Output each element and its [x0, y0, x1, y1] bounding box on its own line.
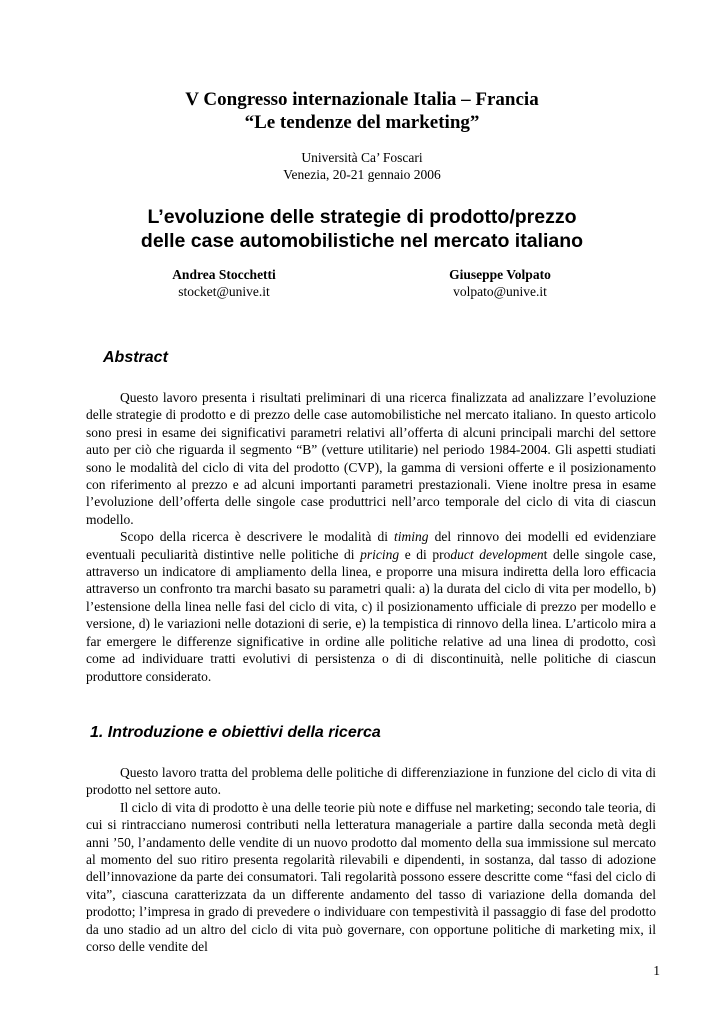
paper-title-line1: L’evoluzione delle strategie di prodotto/prezzo	[147, 206, 577, 228]
abstract-paragraph: Scopo della ricerca è descrivere le modalità di timing del rinnovo dei modelli ed evidenziare eventuali peculiarità distintive nelle politiche di pricing e di product development delle singole case, attraverso un indicatore di ampliamento della linea, e proporre una misura indiretta della loro efficacia attraverso un confronto tra marchi basato su parametri quali: a) la durata del ciclo di vita per modello, b) l’estensione della linea nelle fasi del ciclo di vita, c) il posizionamento ufficiale di prezzo per modello e versione, d) le variazioni nelle dotazioni di serie, e) la tempistica di rinnovo della linea. L’articolo mira a far emergere le differenze significative in ordine alle politiche relative ad una linea di prodotto, così come ad individuare tratti evolutivi di persistenza o di di discontinuità, nelle politiche di ciascun produttore considerato.	[86, 529, 656, 684]
paper-title-line2: delle case automobilistiche nel mercato italiano	[140, 230, 584, 252]
author-name: Giuseppe Volpato	[449, 267, 551, 282]
author-email: stocket@unive.it	[178, 284, 270, 299]
abstract-body	[86, 389, 656, 685]
abstract-heading: Abstract	[103, 349, 168, 366]
section-paragraph: Questo lavoro tratta del problema delle politiche di differenziazione in funzione del ciclo di vita di prodotto nel settore auto.	[86, 765, 656, 798]
section-heading: 1. Introduzione e obiettivi della ricerca	[90, 724, 381, 741]
conference-title: V Congresso internazionale Italia – Francia	[185, 89, 539, 110]
author-block	[104, 266, 344, 300]
section-paragraph: Il ciclo di vita di prodotto è una delle teorie più note e diffuse nel marketing; secondo tale teoria, di cui si rintracciano numerosi contributi nella letteratura manageriale a partire dalla seconda metà degli anni ’50, l’andamento delle vendite di un nuovo prodotto dal momento della sua immissione sul mercato al momento del suo ritiro presenta regolarità rilevabili e dipendenti, in sostanza, dal tasso di adozione dell’innovazione da parte dei consumatori. Tali regolarità possono essere descritte come “fasi del ciclo di vita”, ciascuna caratterizzata da un differente andamento del tasso di variazione della domanda del prodotto; l’impresa in grado di prevedere o individuare con tempestività il passaggio di fase del prodotto da uno stadio ad un altro del ciclo di vita può governare, con opportune politiche di marketing mix, il corso delle vendite del	[86, 799, 656, 955]
page-number: 1	[653, 963, 660, 978]
place-date: Venezia, 20-21 gennaio 2006	[283, 167, 441, 182]
conference-subtitle: “Le tendenze del marketing”	[244, 112, 480, 133]
university: Università Ca’ Foscari	[301, 150, 423, 165]
author-email: volpato@unive.it	[453, 284, 547, 299]
section-body	[86, 764, 656, 955]
abstract-paragraph: Questo lavoro presenta i risultati preliminari di una ricerca finalizzata ad analizzare l’evoluzione delle strategie di prodotto e di prezzo delle case automobilistiche nel mercato italiano. In questo articolo sono presi in esame dei significativi parametri relativi all’offerta di alcuni principali marchi del settore auto per ciò che riguarda il segmento “B” (vetture utilitarie) nel periodo 1984-2004. Gli aspetti studiati sono le modalità del ciclo di vita del prodotto (CVP), la gamma di versioni offerte e il posizionamento con riferimento al prezzo e ad alcuni importanti parametri prestazionali. Viene inoltre presa in esame l’evoluzione dell’offerta delle singole case produttrici nell’arco temporale del ciclo di vita di ciascun modello.	[86, 390, 656, 527]
author-name: Andrea Stocchetti	[172, 267, 276, 282]
author-block	[380, 266, 620, 300]
